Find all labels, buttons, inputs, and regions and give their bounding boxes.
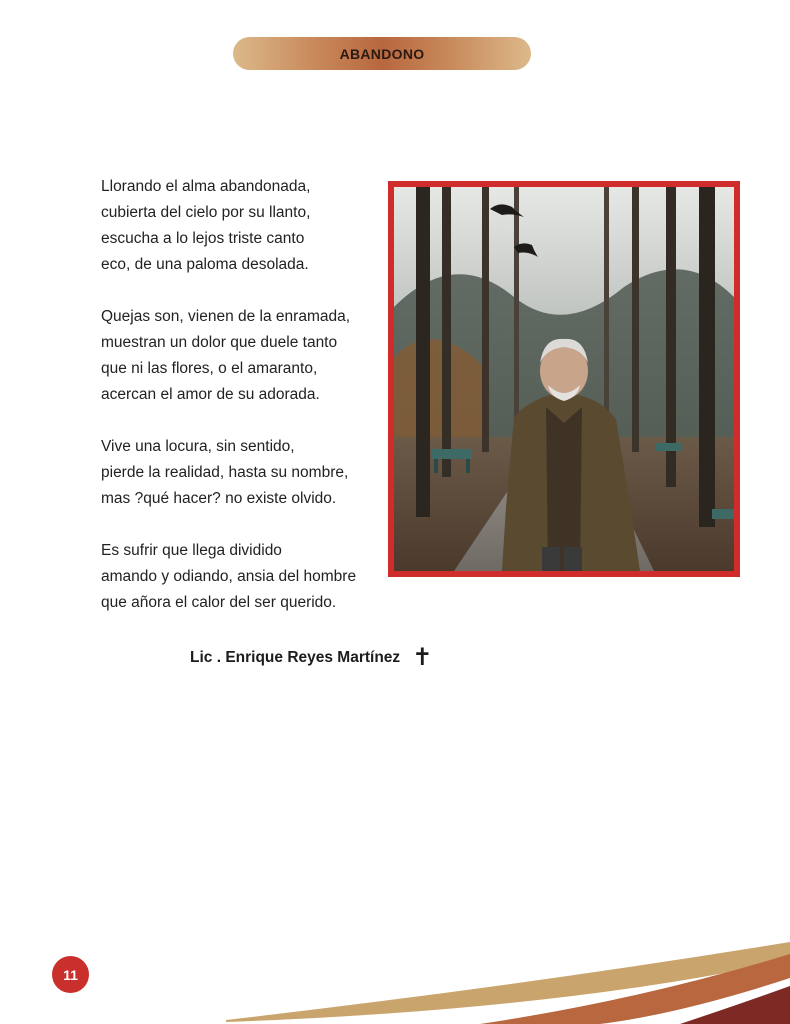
poem-line: pierde la realidad, hasta su nombre, <box>101 464 349 481</box>
poem-line: Vive una locura, sin sentido, <box>101 438 295 455</box>
author-name: Lic . Enrique Reyes Martínez <box>190 649 401 666</box>
poem-illustration <box>388 181 740 577</box>
page-title: ABANDONO <box>339 45 425 62</box>
poem-line: Quejas son, vienen de la enramada, <box>101 308 351 325</box>
poem-line: escucha a lo lejos triste canto <box>101 230 305 247</box>
poem-line: amando y odiando, ansia del hombre <box>101 568 357 585</box>
poem-line: muestran un dolor que duele tanto <box>101 334 338 351</box>
page-title-banner <box>233 37 531 70</box>
park-photo <box>394 187 734 571</box>
poem-line: acercan el amor de su adorada. <box>101 386 320 403</box>
poem-line: Llorando el alma abandonada, <box>101 178 311 195</box>
poem-line: Es sufrir que llega dividido <box>101 542 282 559</box>
stanza-1 <box>101 174 381 278</box>
poem-line: que añora el calor del ser querido. <box>101 594 337 611</box>
poem-line: cubierta del cielo por su llanto, <box>101 204 311 221</box>
stanza-3 <box>101 434 381 512</box>
poem-line: eco, de una paloma desolada. <box>101 256 309 273</box>
poem <box>101 174 381 642</box>
poem-signature <box>190 644 433 671</box>
cross-icon: ✝ <box>412 644 433 671</box>
poem-line: mas ?qué hacer? no existe olvido. <box>101 490 337 507</box>
stanza-4 <box>101 538 381 616</box>
decorative-swoosh <box>0 930 790 1024</box>
page-number: 11 <box>63 966 78 983</box>
stanza-2 <box>101 304 381 408</box>
poem-line: que ni las flores, o el amaranto, <box>101 360 318 377</box>
